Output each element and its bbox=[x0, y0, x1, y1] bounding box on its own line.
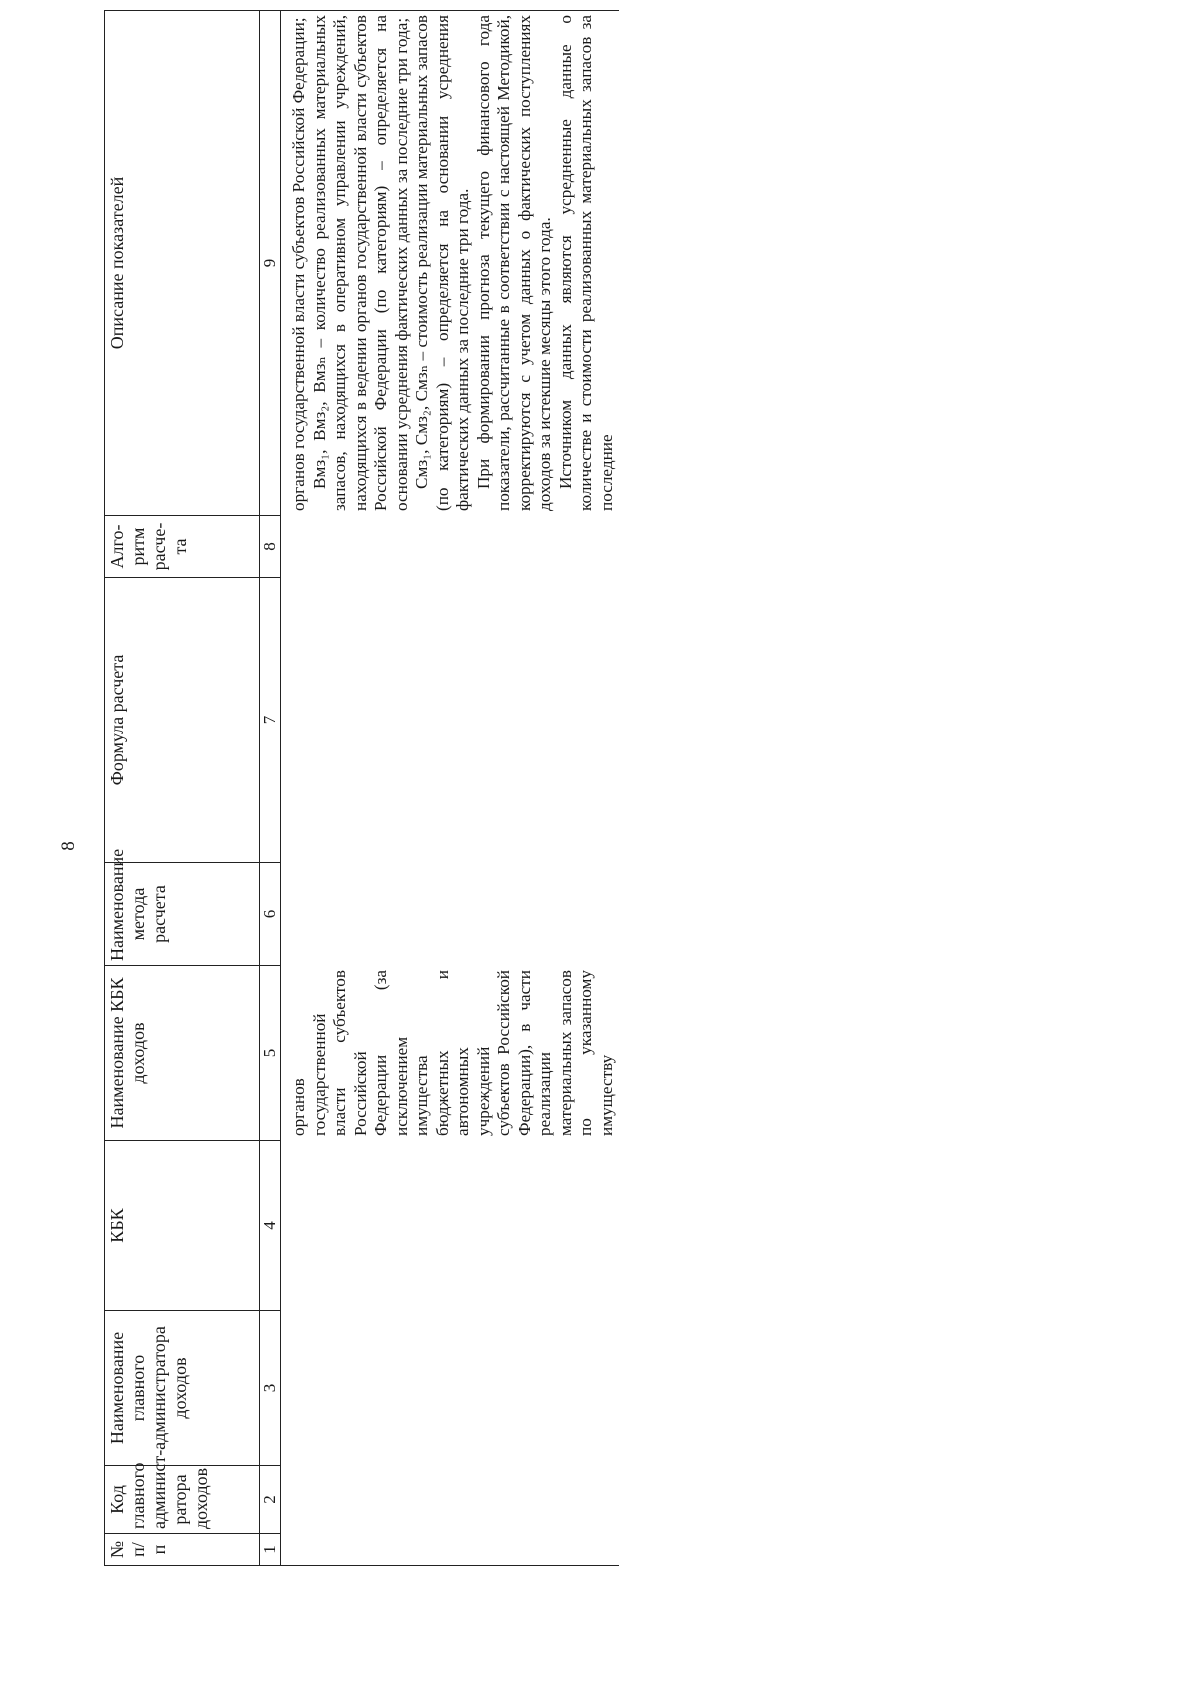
header-method-name: Наименование метода расчета bbox=[105, 863, 260, 966]
description-paragraph: органов государственной власти субъектов Российской Федерации; bbox=[289, 17, 308, 511]
description-paragraph: Вмз₁, Вмз₂, Вмзₙ – количество реализованных материальных запасов, находящихся в оперативном управлении учреждений, находящихся в ведении органов государственной власти субъектов Российской Федерации (по категориям) – определяется на основании усреднения фактических данных за последние три года; bbox=[309, 15, 411, 511]
cell-kbk-name: органов государственной власти субъектов Российской Федерации (за исключением имущества бюджетных и автономных учреждений субъектов Российской Федерации), в части реализации материальных запасов по указанному имуществу bbox=[289, 970, 616, 1136]
header-admin-name: Наименование главного администратора доходов bbox=[105, 1311, 260, 1466]
header-admin-code: Код главного админист-ратора доходов bbox=[105, 1466, 260, 1534]
column-number: 5 bbox=[260, 966, 281, 1141]
column-number: 1 bbox=[260, 1534, 281, 1566]
column-number: 6 bbox=[260, 863, 281, 966]
page-number: 8 bbox=[58, 841, 79, 851]
cell-description bbox=[281, 11, 620, 516]
header-kbk-name: Наименование КБК доходов bbox=[105, 966, 260, 1141]
header-kbk: КБК bbox=[105, 1141, 260, 1311]
description-paragraph: Смз₁, Смз₂, Смзₙ – стоимость реализации материальных запасов (по категориям) – определяется на основании усреднения фактических данных за последние три года. bbox=[412, 15, 472, 511]
description-paragraph: Источником данных являются усредненные данные о количестве и стоимости реализованных материальных запасов за последние bbox=[555, 15, 616, 511]
column-number-row bbox=[260, 11, 281, 1566]
column-number: 3 bbox=[260, 1311, 281, 1466]
table-row bbox=[281, 11, 620, 1566]
column-number: 9 bbox=[260, 11, 281, 516]
cell-method-name bbox=[281, 863, 620, 966]
cell-kbk bbox=[281, 1141, 620, 1311]
cell-admin-code bbox=[281, 1466, 620, 1534]
cell-number bbox=[281, 1534, 620, 1566]
cell-formula bbox=[281, 578, 620, 863]
column-number: 8 bbox=[260, 516, 281, 578]
column-number: 2 bbox=[260, 1466, 281, 1534]
header-algorithm: Алго-ритм расче-та bbox=[105, 516, 260, 578]
description-paragraph: При формировании прогноза текущего финансового года показатели, рассчитанные в соответствии с настоящей Методикой, корректируются с учетом данных о фактических поступлениях доходов за истекшие месяцы этого года. bbox=[473, 15, 554, 511]
cell-admin-name bbox=[281, 1311, 620, 1466]
header-formula: Формула расчета bbox=[105, 578, 260, 863]
cell-algorithm bbox=[281, 516, 620, 578]
header-number: № п/п bbox=[105, 1534, 260, 1566]
column-number: 7 bbox=[260, 578, 281, 863]
column-number: 4 bbox=[260, 1141, 281, 1311]
header-description: Описание показателей bbox=[105, 11, 260, 516]
revenue-method-table bbox=[104, 10, 619, 1566]
table-header-row bbox=[105, 11, 260, 1566]
